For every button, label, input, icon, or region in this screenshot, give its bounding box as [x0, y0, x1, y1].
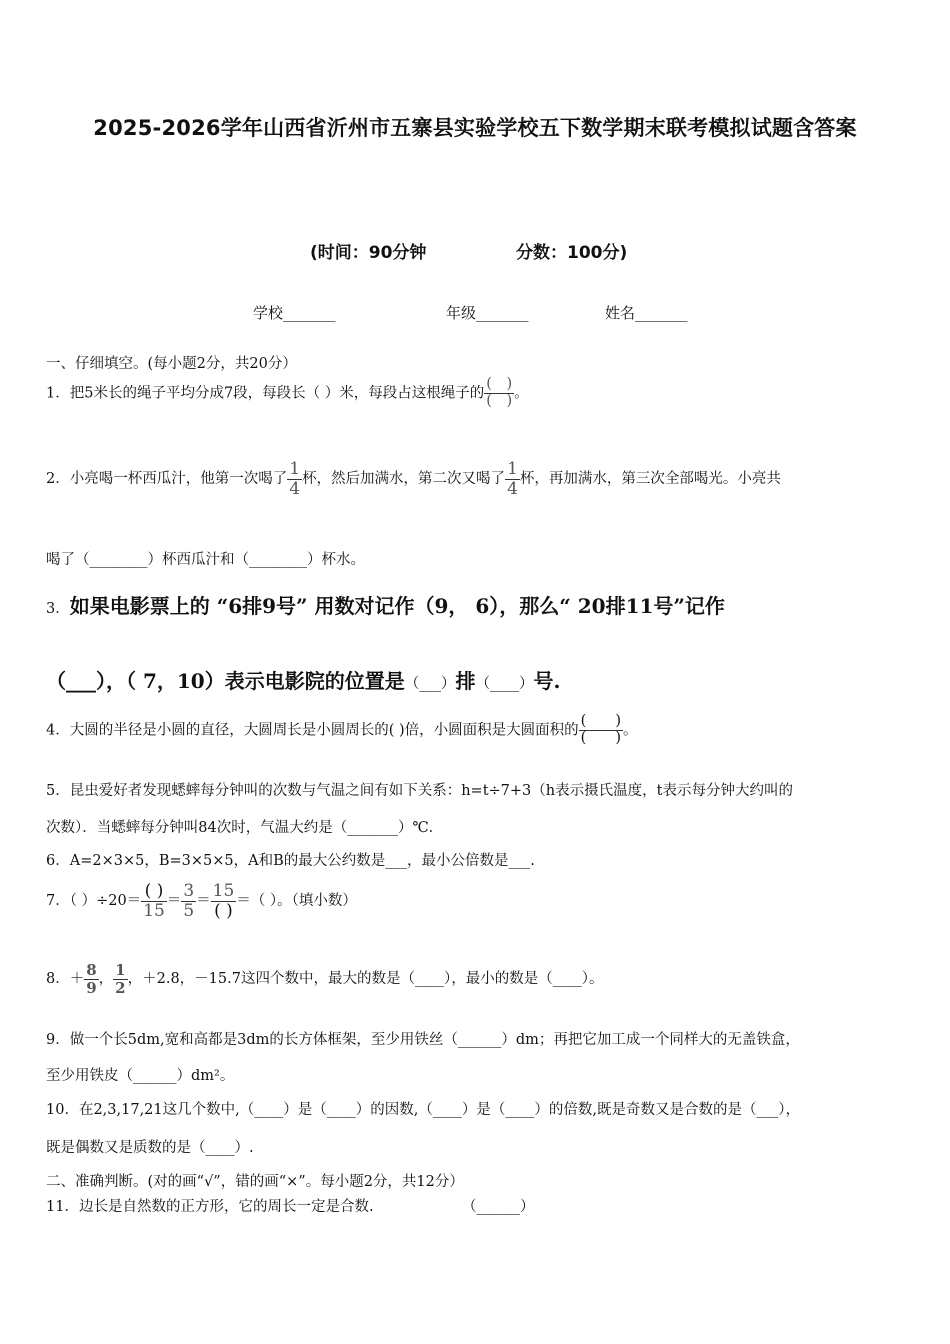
- fraction-15-over-blank: [211, 882, 237, 920]
- fraction-blank: [579, 714, 623, 747]
- fraction-numerator: 1: [507, 459, 518, 479]
- question-4: [46, 714, 637, 747]
- question-text: 1．把5米长的绳子平均分成7段，每段长（ ）米，每段占这根绳子的: [46, 385, 485, 402]
- fraction-denominator: 4: [289, 478, 301, 499]
- question-1: [46, 377, 529, 410]
- section-heading: 二、准确判断。(对的画“√”，错的画“×”。每小题2分，共12分）: [46, 1174, 464, 1190]
- question-9: 9．做一个长5dm,宽和高都是3dm的长方体框架，至少用铁丝（______）dm；再把它加工成一个同样大的无盖铁盒，: [46, 1032, 800, 1048]
- fraction-three-fifths: [181, 882, 196, 920]
- fraction-denominator: 2: [115, 978, 126, 997]
- fraction-numerator: ( ): [580, 713, 621, 729]
- blank-seat: （____）: [475, 676, 534, 692]
- fraction-numerator: 15: [212, 881, 235, 901]
- fraction-denominator: 9: [86, 978, 97, 997]
- question-text: 排: [455, 669, 476, 693]
- section-heading: 一、仔细填空。(每小题2分，共20分）: [46, 356, 297, 372]
- fraction-one-quarter: [505, 460, 520, 498]
- question-text: 8．＋: [46, 971, 85, 987]
- question-2-line-2: 喝了（________）杯西瓜汁和（________）杯水。: [46, 552, 365, 568]
- question-5-line-2: 次数）．当蟋蟀每分钟叫84次时，气温大约是（_______）℃．: [46, 820, 444, 836]
- separator: ，: [98, 971, 114, 987]
- question-text: 4．大圆的半径是小圆的直径，大圆周长是小圆周长的( )倍，小圆面积是大圆面积的: [46, 722, 579, 739]
- exam-time: (时间：90分钟: [310, 243, 427, 263]
- fraction-blank-over-15: [141, 882, 167, 920]
- fraction-denominator: 5: [183, 900, 195, 921]
- question-9-line-2: 至少用铁皮（______）dm²。: [46, 1068, 235, 1084]
- fraction-numerator: 1: [289, 459, 301, 479]
- question-end: 。: [514, 385, 529, 402]
- fraction-one-quarter: [287, 460, 302, 498]
- name-field: 姓名_______: [605, 304, 688, 322]
- question-text: ，＋2.8，－15.7这四个数中，最大的数是（____），最小的数是（____）。: [127, 971, 604, 987]
- question-6: 6．A=2×3×5，B=3×5×5，A和B的最大公约数是___，最小公倍数是___.: [46, 853, 535, 869]
- question-text: 7．（ ）÷20＝: [46, 893, 142, 910]
- question-text: 如果电影票上的 “6排9号” 用数对记作（9， 6），那么“ 20排11号”记作: [69, 594, 725, 618]
- question-number: 3．: [46, 601, 70, 617]
- fraction-numerator: ( ): [486, 376, 513, 392]
- fraction-denominator: 15: [143, 900, 165, 921]
- fraction-denominator: ( ): [580, 729, 621, 746]
- fraction-numerator: 3: [183, 881, 195, 901]
- question-text: 杯，再加满水，第三次全部喝光。小亮共: [519, 471, 781, 488]
- fraction-denominator: ( ): [211, 901, 237, 921]
- grade-field: 年级_______: [446, 304, 529, 322]
- fraction-numerator: 1: [115, 961, 126, 979]
- fraction-one-half: [113, 962, 127, 996]
- question-8: [46, 962, 603, 996]
- question-10: 10．在2,3,17,21这几个数中,（____）是（____）的因数,（____）是（____）的倍数,既是奇数又是合数的是（___），: [46, 1102, 800, 1118]
- question-7: [46, 882, 357, 920]
- question-text: ＝（ ）。（填小数）: [236, 893, 357, 910]
- equals-sign: ＝: [196, 893, 211, 910]
- question-3: [46, 590, 725, 619]
- fraction-numerator: ( ): [144, 881, 164, 901]
- question-text: （___），（ 7，10）表示电影院的位置是: [46, 669, 405, 693]
- question-end: 。: [622, 722, 638, 739]
- document-title: 2025-2026学年山西省沂州市五寨县实验学校五下数学期末联考模拟试题含答案: [93, 116, 857, 140]
- fraction-denominator: ( ): [486, 392, 513, 409]
- question-text: 2．小亮喝一杯西瓜汁，他第一次喝了: [46, 471, 288, 488]
- fraction-eight-ninths: [84, 962, 98, 996]
- question-11: 11．边长是自然数的正方形，它的周长一定是合数.: [46, 1199, 374, 1215]
- question-text: 杯，然后加满水，第二次又喝了: [302, 471, 506, 488]
- question-2: [46, 460, 781, 498]
- fraction-blank: [484, 377, 514, 410]
- answer-blank: （______）: [462, 1199, 535, 1215]
- school-field: 学校_______: [253, 304, 336, 322]
- fraction-denominator: 4: [507, 478, 518, 499]
- exam-score: 分数：100分): [516, 243, 628, 263]
- blank-row: （___）: [404, 676, 456, 692]
- question-10-line-2: 既是偶数又是质数的是（____）.: [46, 1140, 254, 1156]
- question-text: 号.: [533, 669, 561, 693]
- fraction-numerator: 8: [86, 961, 97, 979]
- equals-sign: ＝: [166, 893, 182, 910]
- question-5: 5．昆虫爱好者发现蟋蟀每分钟叫的次数与气温之间有如下关系：h=t÷7+3（h表示摄氏温度，t表示每分钟大约叫的: [46, 783, 793, 799]
- question-3-line-2: [46, 665, 560, 694]
